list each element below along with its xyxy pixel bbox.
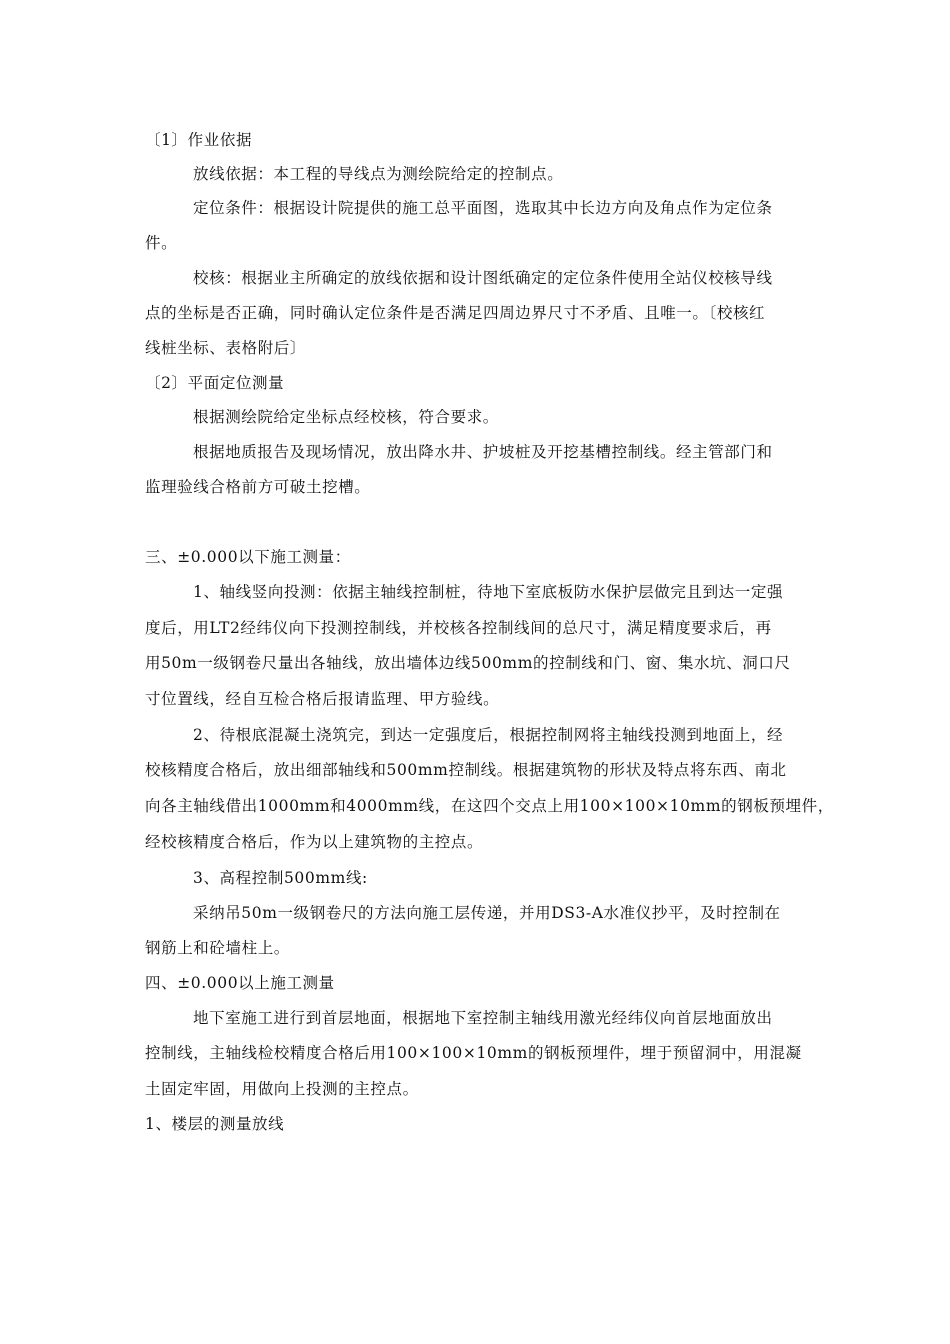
- paragraph-line: 向各主轴线借出1000mm和4000mm线，在这四个交点上用100×100×10mm的钢板预埋件，: [145, 797, 834, 815]
- paragraph-line: 校核：根据业主所确定的放线依据和设计图纸确定的定位条件使用全站仪校核导线: [193, 269, 773, 287]
- paragraph-line: 1、轴线竖向投测：依据主轴线控制桩，待地下室底板防水保护层做完且到达一定强: [193, 583, 784, 601]
- paragraph-line: 定位条件：根据设计院提供的施工总平面图，选取其中长边方向及角点作为定位条: [193, 199, 773, 217]
- paragraph-line: 放线依据：本工程的导线点为测绘院给定的控制点。: [193, 165, 564, 183]
- paragraph-line: 钢筋上和砼墙柱上。: [145, 939, 290, 957]
- paragraph-line: 根据测绘院给定坐标点经校核，符合要求。: [193, 408, 499, 426]
- paragraph-line: 2、待根底混凝土浇筑完，到达一定强度后，根据控制网将主轴线投测到地面上，经: [193, 726, 784, 744]
- paragraph-line: 地下室施工进行到首层地面，根据地下室控制主轴线用激光经纬仪向首层地面放出: [193, 1009, 773, 1027]
- paragraph-line: 采纳吊50m一级钢卷尺的方法向施工层传递，并用DS3-A水准仪抄平，及时控制在: [193, 904, 781, 922]
- paragraph-line: 经校核精度合格后，作为以上建筑物的主控点。: [145, 833, 484, 851]
- paragraph-line: 用50m一级钢卷尺量出各轴线，放出墙体边线500mm的控制线和门、窗、集水坑、洞口尺: [145, 654, 791, 672]
- paragraph-line: 度后，用LT2经纬仪向下投测控制线，并校核各控制线间的总尺寸，满足精度要求后，再: [145, 619, 772, 637]
- paragraph-line: 点的坐标是否正确，同时确认定位条件是否满足四周边界尺寸不矛盾、且唯一。〔校核红: [145, 304, 766, 322]
- section-heading-floor-layout: 1、楼层的测量放线: [145, 1115, 285, 1133]
- paragraph-line: 校核精度合格后，放出细部轴线和500mm控制线。根据建筑物的形状及特点将东西、南北: [145, 761, 787, 779]
- paragraph-line: 土固定牢固，用做向上投测的主控点。: [145, 1080, 419, 1098]
- section-heading-plane-positioning: 〔2〕平面定位测量: [145, 374, 285, 392]
- paragraph-line: 寸位置线，经自互检合格后报请监理、甲方验线。: [145, 690, 500, 708]
- section-heading-above-zero: 四、±0.000以上施工测量: [145, 974, 335, 992]
- paragraph-line: 3、高程控制500mm线:: [193, 869, 368, 887]
- paragraph-line: 线桩坐标、表格附后〕: [145, 339, 307, 357]
- section-heading-below-zero: 三、±0.000以下施工测量：: [145, 548, 351, 566]
- paragraph-line: 根据地质报告及现场情况，放出降水井、护坡桩及开挖基槽控制线。经主管部门和: [193, 443, 773, 461]
- paragraph-line: 件。: [145, 234, 178, 252]
- paragraph-line: 监理验线合格前方可破土挖槽。: [145, 478, 371, 496]
- paragraph-line: 控制线，主轴线检校精度合格后用100×100×10mm的钢板预埋件，埋于预留洞中，用混凝: [145, 1044, 802, 1062]
- section-heading-work-basis: 〔1〕作业依据: [145, 131, 253, 149]
